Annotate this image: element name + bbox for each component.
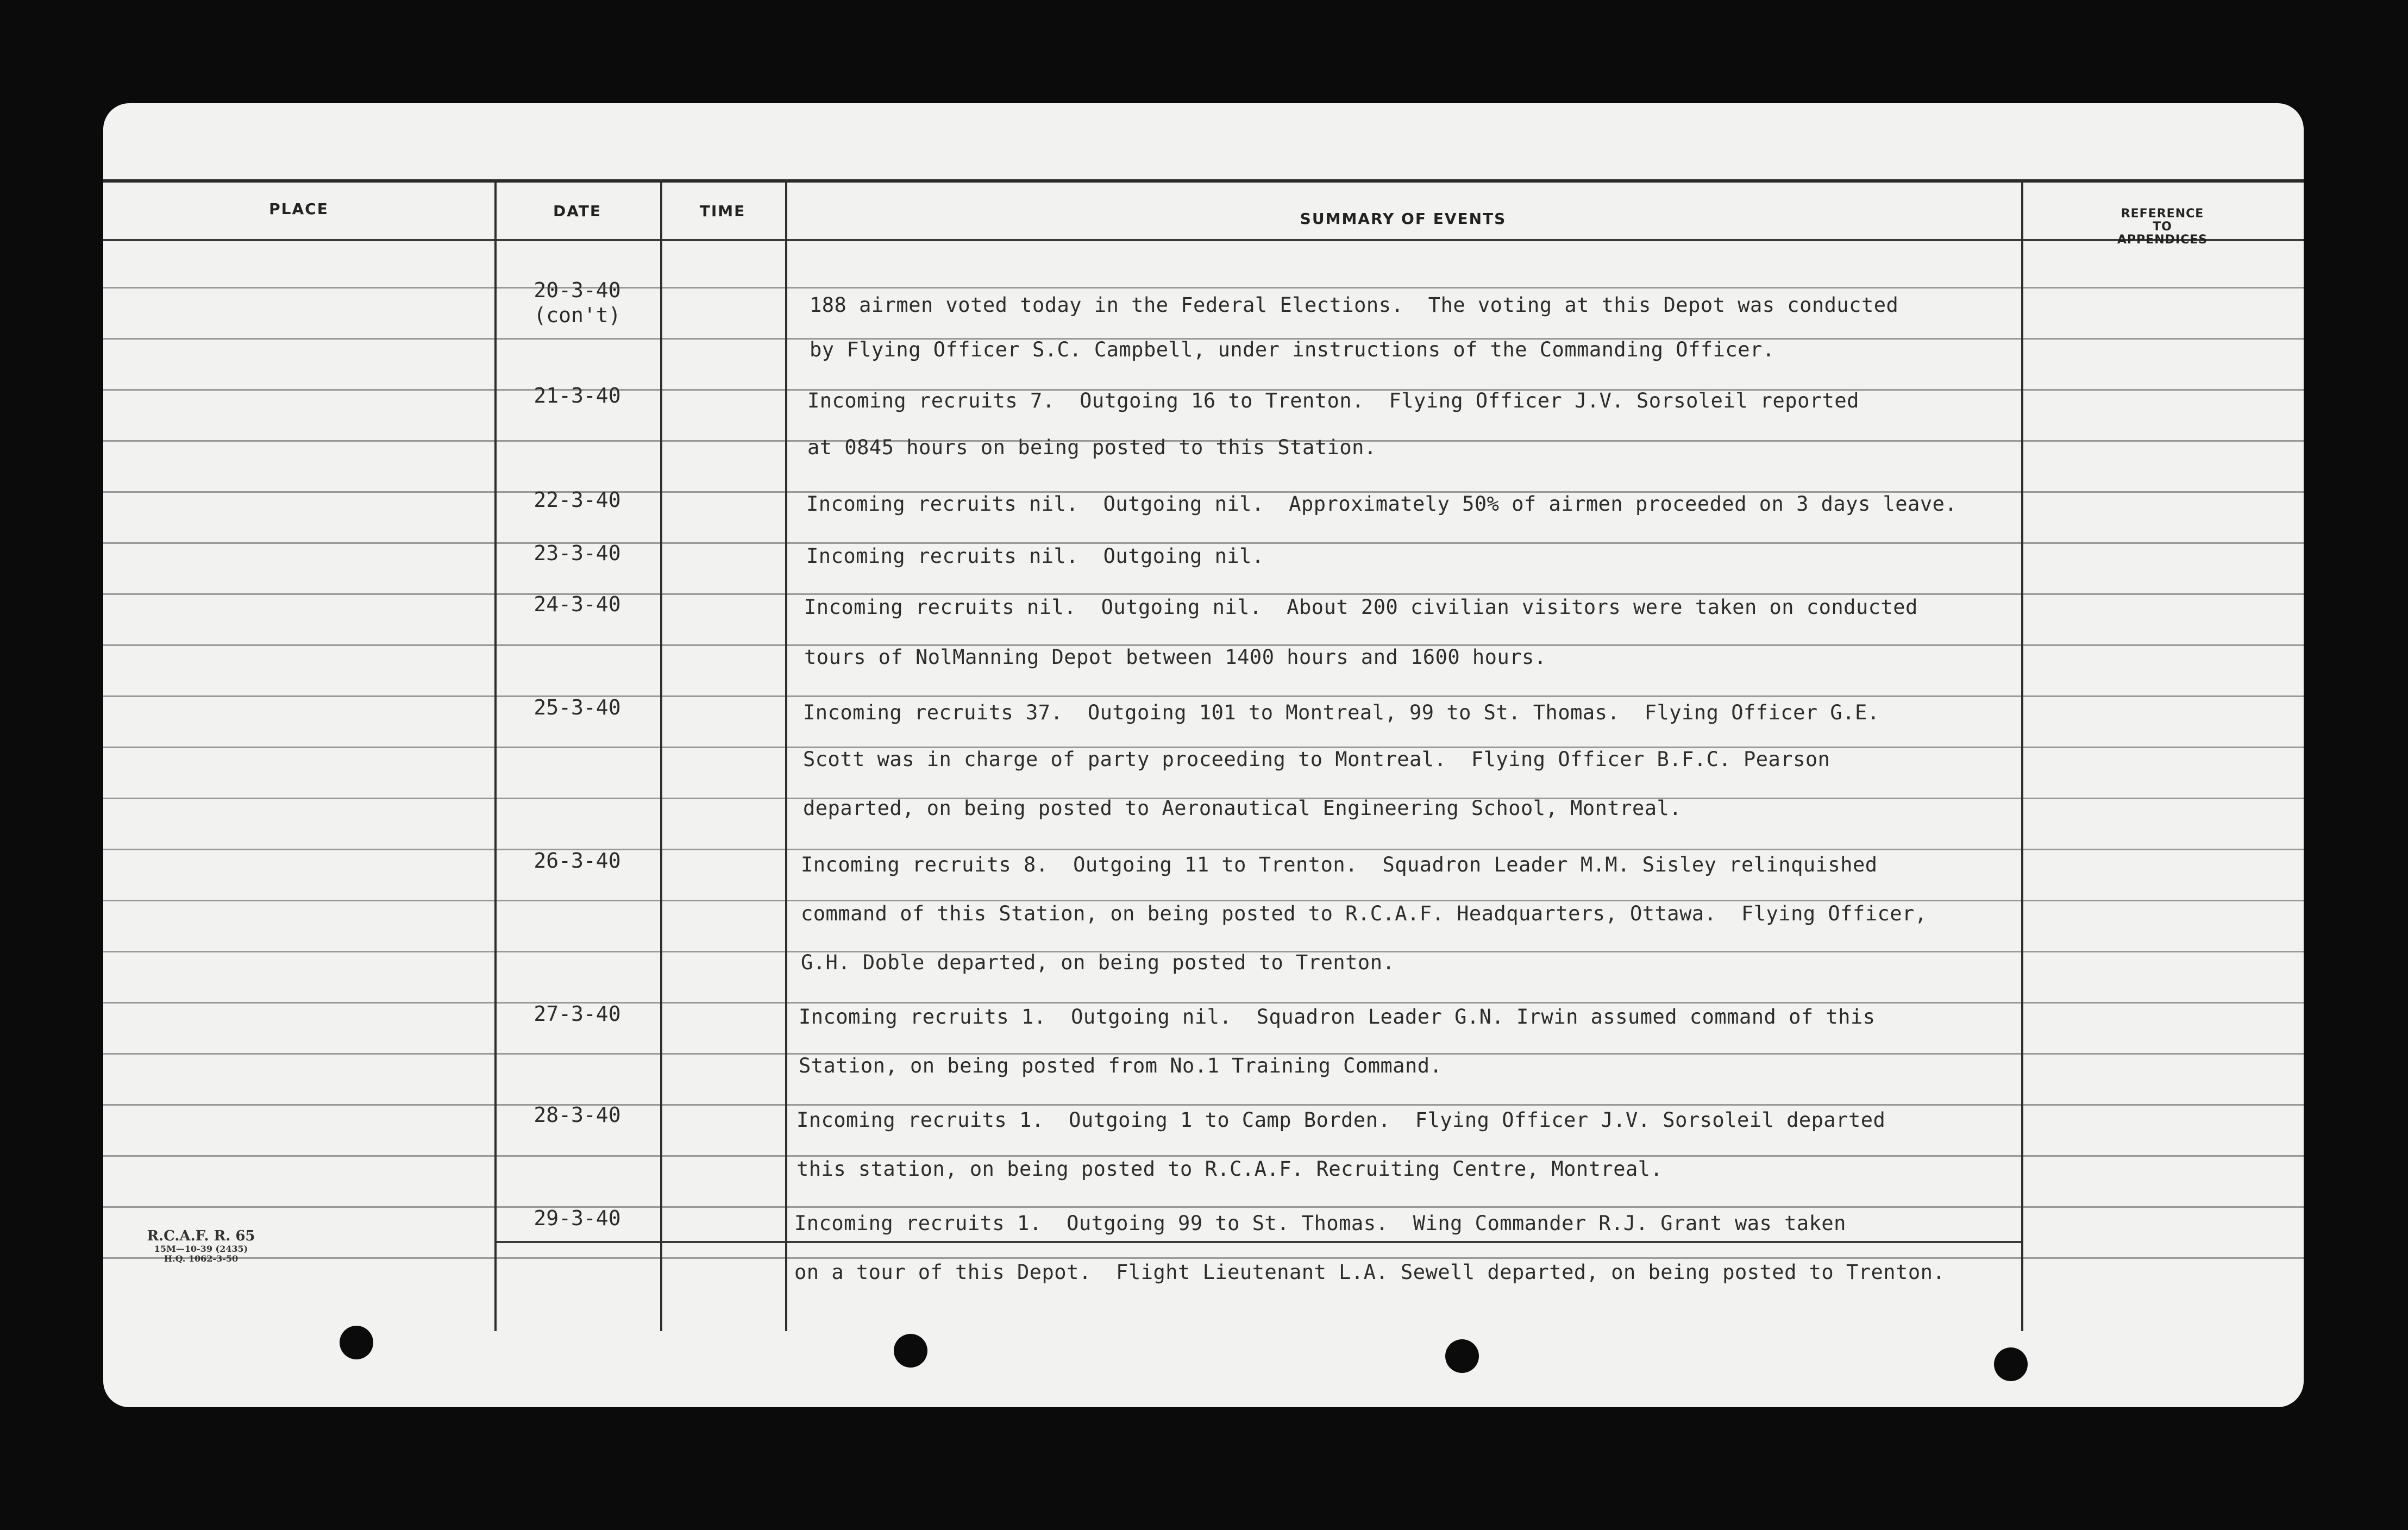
entry-line: Incoming recruits 7. Outgoing 16 to Trenton. Flying Officer J.V. Sorsoleil reported (807, 389, 1859, 412)
entry-line: on a tour of this Depot. Flight Lieutenant L.A. Sewell departed, on being posted to Trenton. (794, 1261, 1946, 1284)
form-number: R.C.A.F. R. 65 (147, 1228, 255, 1244)
entry-line: Incoming recruits nil. Outgoing nil. About 200 civilian visitors were taken on conducted (804, 595, 1918, 619)
form-hq-code: H.Q. 1062-3-50 (164, 1253, 239, 1264)
header-rule (103, 239, 2304, 241)
punch-hole (1994, 1347, 2028, 1381)
entry-line: Incoming recruits 8. Outgoing 11 to Trenton. Squadron Leader M.M. Sisley relinquished (801, 853, 1878, 876)
entry-date: 24-3-40 (534, 592, 621, 616)
header-reference-line1: REFERENCE (2121, 207, 2204, 221)
entry-date: 21-3-40 (534, 384, 621, 407)
ruled-line (103, 1257, 2304, 1259)
header-summary: SUMMARY OF EVENTS (1300, 210, 1507, 228)
entry-date-continued: (con't) (534, 303, 621, 327)
punch-hole (1445, 1339, 1479, 1373)
entry-line: Incoming recruits 37. Outgoing 101 to Montreal, 99 to St. Thomas. Flying Officer G.E. (803, 701, 1880, 724)
diary-card (103, 103, 2304, 1407)
entry-line: this station, on being posted to R.C.A.F. Recruiting Centre, Montreal. (797, 1157, 1663, 1181)
entry-line: 188 airmen voted today in the Federal Elections. The voting at this Depot was conducted (810, 293, 1899, 317)
entry-date: 20-3-40 (534, 278, 621, 302)
entry-date: 22-3-40 (534, 488, 621, 512)
header-place: PLACE (269, 200, 329, 218)
entry-line: Incoming recruits nil. Outgoing nil. Approximately 50% of airmen proceeded on 3 days leave. (806, 492, 1958, 516)
ruled-line (103, 1206, 2304, 1208)
punch-hole (894, 1334, 927, 1368)
divider-summary-reference (2021, 179, 2023, 1331)
ruled-line (103, 593, 2304, 595)
entry-date: 23-3-40 (534, 541, 621, 565)
entry-line: Scott was in charge of party proceeding to Montreal. Flying Officer B.F.C. Pearson (803, 748, 1830, 771)
entry-date: 27-3-40 (534, 1002, 621, 1026)
header-reference-line3: APPENDICES (2117, 233, 2208, 247)
entry-date: 29-3-40 (534, 1206, 621, 1230)
divider-place-date (494, 179, 497, 1331)
bottom-rule (494, 1241, 2021, 1243)
ruled-line (103, 1155, 2304, 1157)
entry-date: 25-3-40 (534, 695, 621, 719)
entry-line: command of this Station, on being posted to R.C.A.F. Headquarters, Ottawa. Flying Officer, (801, 902, 1927, 925)
ruled-line (103, 900, 2304, 901)
entry-line: Incoming recruits 1. Outgoing nil. Squadron Leader G.N. Irwin assumed command of this (799, 1005, 1876, 1029)
ruled-line (103, 849, 2304, 850)
top-rule (103, 179, 2304, 183)
header-reference-line2: TO (2153, 220, 2172, 234)
entry-date: 26-3-40 (534, 849, 621, 873)
punch-hole (340, 1326, 373, 1359)
ruled-line (103, 695, 2304, 697)
entry-line: tours of NolManning Depot between 1400 hours and 1600 hours. (804, 645, 1547, 669)
entry-date: 28-3-40 (534, 1103, 621, 1127)
entry-line: Station, on being posted from No.1 Training Command. (799, 1054, 1443, 1077)
divider-time-summary (785, 179, 787, 1331)
header-reference (2021, 208, 2304, 247)
header-date: DATE (553, 202, 601, 220)
entry-line: departed, on being posted to Aeronautical Engineering School, Montreal. (803, 797, 1682, 820)
divider-date-time (660, 179, 662, 1331)
ruled-line (103, 542, 2304, 544)
entry-line: at 0845 hours on being posted to this Station. (807, 436, 1377, 459)
ruled-line (103, 1002, 2304, 1004)
entry-line: G.H. Doble departed, on being posted to Trenton. (801, 951, 1395, 974)
entry-line: Incoming recruits 1. Outgoing 1 to Camp Borden. Flying Officer J.V. Sorsoleil departed (797, 1108, 1886, 1132)
form-identifier (130, 1228, 272, 1264)
header-time: TIME (699, 202, 746, 220)
entry-line: Incoming recruits 1. Outgoing 99 to St. Thomas. Wing Commander R.J. Grant was taken (794, 1212, 1846, 1235)
ruled-line (103, 287, 2304, 289)
ruled-line (103, 1104, 2304, 1106)
form-print-code: 15M—10-39 (2435) (154, 1244, 248, 1254)
entry-line: by Flying Officer S.C. Campbell, under instructions of the Commanding Officer. (810, 338, 1775, 361)
entry-line: Incoming recruits nil. Outgoing nil. (806, 544, 1264, 568)
